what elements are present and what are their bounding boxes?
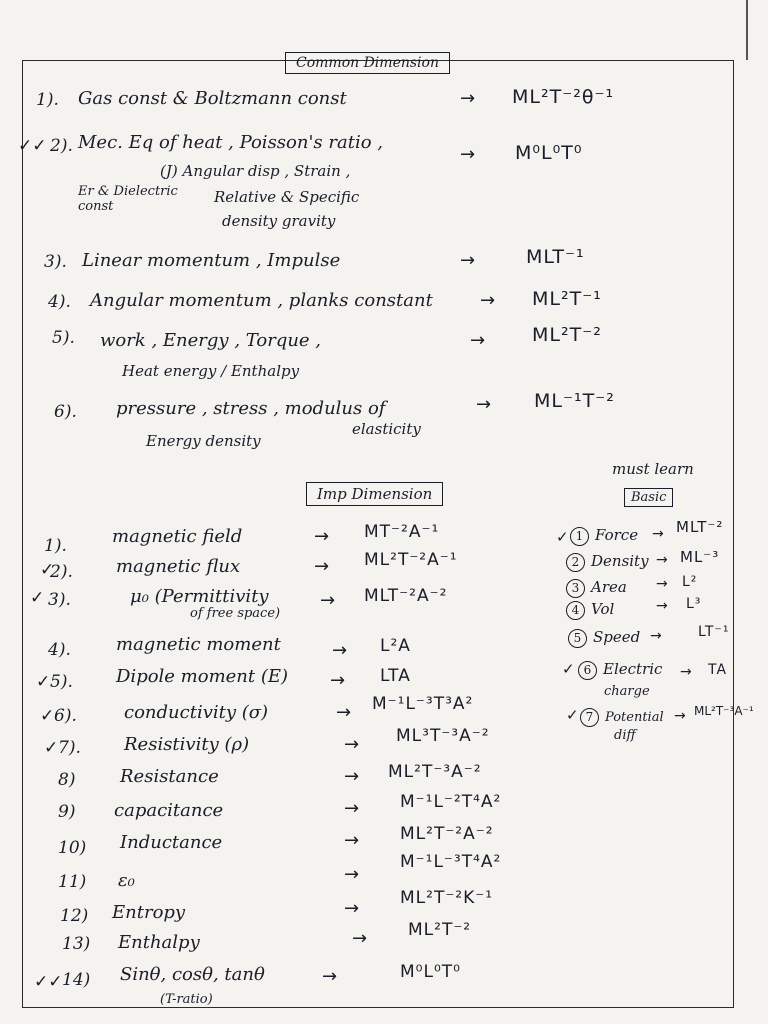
item-number: 2). bbox=[50, 136, 73, 156]
basic-item-value: TA bbox=[708, 662, 728, 678]
dimension-value: MLT⁻²A⁻² bbox=[364, 586, 448, 606]
basic-item-text: Speed bbox=[593, 628, 641, 646]
arrow-icon: → bbox=[336, 702, 352, 723]
arrow-icon: → bbox=[344, 830, 360, 851]
dimension-value: MLT⁻¹ bbox=[526, 246, 585, 268]
item-label: Enthalpy bbox=[118, 932, 200, 953]
basic-item-number: 1 bbox=[570, 527, 589, 546]
item-sublabel: Er & Dielectric const bbox=[78, 184, 178, 214]
item-label: work , Energy , Torque , bbox=[100, 330, 322, 351]
dimension-value: ML²T⁻²θ⁻¹ bbox=[512, 86, 615, 108]
item-number: 2). bbox=[50, 562, 73, 582]
checkmark-icon: ✓✓ bbox=[18, 136, 47, 156]
arrow-icon: → bbox=[652, 526, 664, 542]
basic-item-label bbox=[580, 708, 664, 727]
item-label: Resistivity (ρ) bbox=[124, 734, 250, 755]
item-label: Entropy bbox=[112, 902, 186, 923]
basic-item-label bbox=[566, 600, 614, 620]
checkmark-icon: ✓ bbox=[566, 706, 579, 724]
basic-item-value: ML⁻³ bbox=[680, 548, 720, 566]
dimension-value: ML²T⁻² bbox=[532, 324, 602, 346]
basic-item-text: Potential bbox=[605, 710, 664, 725]
basic-item-label bbox=[566, 552, 649, 572]
item-number: 14) bbox=[62, 970, 91, 990]
item-number: 5). bbox=[52, 328, 75, 348]
dimension-value: LTA bbox=[380, 666, 411, 686]
checkmark-icon: ✓ bbox=[40, 560, 55, 580]
checkmark-icon: ✓ bbox=[562, 660, 575, 678]
item-sublabel: (J) Angular disp , Strain , bbox=[160, 162, 351, 180]
arrow-icon: → bbox=[650, 628, 662, 644]
dimension-value: ML⁻¹T⁻² bbox=[534, 390, 615, 412]
arrow-icon: → bbox=[656, 576, 668, 592]
dimension-value: M⁻¹L⁻²T⁴A² bbox=[400, 792, 502, 812]
item-label: Resistance bbox=[120, 766, 219, 787]
arrow-icon: → bbox=[680, 664, 692, 680]
dimension-value: L²A bbox=[380, 636, 411, 656]
arrow-icon: → bbox=[674, 708, 686, 724]
item-label: magnetic flux bbox=[116, 556, 241, 577]
arrow-icon: → bbox=[314, 556, 330, 577]
item-label: Mec. Eq of heat , Poisson's ratio , bbox=[78, 132, 383, 153]
basic-item-number: 3 bbox=[566, 579, 585, 598]
item-label: Dipole moment (E) bbox=[116, 666, 289, 687]
arrow-icon: → bbox=[460, 144, 476, 165]
basic-item-number: 7 bbox=[580, 708, 599, 727]
item-number: 3). bbox=[48, 590, 71, 610]
item-sublabel: of free space) bbox=[190, 606, 281, 621]
dimension-value: ML²T⁻¹ bbox=[532, 288, 602, 310]
arrow-icon: → bbox=[344, 864, 360, 885]
dimension-value: M⁰L⁰T⁰ bbox=[515, 142, 583, 164]
basic-item-value: L² bbox=[682, 574, 698, 590]
checkmark-icon: ✓ bbox=[30, 588, 45, 608]
arrow-icon: → bbox=[344, 798, 360, 819]
basic-item-value: L³ bbox=[686, 596, 702, 612]
basic-title: Basic bbox=[624, 488, 673, 507]
item-label: ε₀ bbox=[118, 870, 135, 891]
arrow-icon: → bbox=[480, 290, 496, 311]
item-number: 5). bbox=[50, 672, 73, 692]
basic-item-text: Density bbox=[591, 552, 649, 570]
arrow-icon: → bbox=[344, 766, 360, 787]
item-label: Inductance bbox=[120, 832, 223, 853]
checkmark-icon: ✓✓ bbox=[34, 972, 63, 992]
dimension-value: MT⁻²A⁻¹ bbox=[364, 522, 440, 542]
item-label: conductivity (σ) bbox=[124, 702, 269, 723]
dimension-value: ML²T⁻² bbox=[408, 920, 472, 940]
arrow-icon: → bbox=[322, 966, 338, 987]
item-number: 4). bbox=[48, 640, 71, 660]
item-number: 7). bbox=[58, 738, 81, 758]
item-number: 12) bbox=[60, 906, 89, 926]
basic-item-sublabel: diff bbox=[614, 728, 636, 743]
item-number: 10) bbox=[58, 838, 87, 858]
basic-item-label bbox=[578, 660, 662, 680]
item-number: 8) bbox=[58, 770, 76, 790]
item-label: pressure , stress , modulus of bbox=[116, 398, 386, 419]
right-edge-line bbox=[746, 0, 748, 60]
item-number: 11) bbox=[58, 872, 87, 892]
dimension-value: M⁻¹L⁻³T³A² bbox=[372, 694, 474, 714]
basic-item-value: ML²T⁻³A⁻¹ bbox=[694, 704, 754, 718]
arrow-icon: → bbox=[656, 598, 668, 614]
arrow-icon: → bbox=[344, 898, 360, 919]
arrow-icon: → bbox=[330, 670, 346, 691]
item-number: 1). bbox=[36, 90, 59, 110]
basic-item-number: 5 bbox=[568, 629, 587, 648]
arrow-icon: → bbox=[344, 734, 360, 755]
page-title: Common Dimension bbox=[285, 52, 450, 74]
item-label: magnetic moment bbox=[116, 634, 281, 655]
item-number: 9) bbox=[58, 802, 76, 822]
dimension-value: ML²T⁻²A⁻¹ bbox=[364, 550, 458, 570]
item-number: 6). bbox=[54, 402, 77, 422]
dimension-value: M⁰L⁰T⁰ bbox=[400, 962, 461, 982]
checkmark-icon: ✓ bbox=[36, 672, 51, 692]
item-sublabel: elasticity bbox=[352, 420, 421, 438]
item-sublabel: density gravity bbox=[222, 212, 336, 230]
item-label: capacitance bbox=[114, 800, 224, 821]
arrow-icon: → bbox=[314, 526, 330, 547]
dimension-value: ML³T⁻³A⁻² bbox=[396, 726, 490, 746]
arrow-icon: → bbox=[470, 330, 486, 351]
dimension-value: ML²T⁻²K⁻¹ bbox=[400, 888, 494, 908]
checkmark-icon: ✓ bbox=[556, 528, 569, 546]
item-label: magnetic field bbox=[112, 526, 243, 547]
basic-item-text: Area bbox=[591, 578, 627, 596]
item-label: Linear momentum , Impulse bbox=[82, 250, 341, 271]
basic-item-text: Force bbox=[595, 526, 639, 544]
basic-item-text: Electric bbox=[603, 660, 663, 678]
basic-item-number: 2 bbox=[566, 553, 585, 572]
basic-item-value: MLT⁻² bbox=[676, 518, 724, 536]
imp-dimension-title: Imp Dimension bbox=[306, 482, 443, 506]
arrow-icon: → bbox=[320, 590, 336, 611]
item-number: 6). bbox=[54, 706, 77, 726]
basic-item-label bbox=[570, 526, 638, 546]
dimension-value: M⁻¹L⁻³T⁴A² bbox=[400, 852, 502, 872]
basic-item-number: 4 bbox=[566, 601, 585, 620]
arrow-icon: → bbox=[460, 250, 476, 271]
basic-item-text: Vol bbox=[591, 600, 615, 618]
item-label: Angular momentum , planks constant bbox=[90, 290, 433, 311]
arrow-icon: → bbox=[476, 394, 492, 415]
item-sublabel: Energy density bbox=[146, 432, 261, 450]
arrow-icon: → bbox=[656, 552, 668, 568]
basic-item-label bbox=[566, 578, 627, 598]
dimension-value: ML²T⁻²A⁻² bbox=[400, 824, 494, 844]
item-number: 3). bbox=[44, 252, 67, 272]
item-sublabel: Relative & Specific bbox=[214, 188, 360, 206]
item-sublabel: Heat energy / Enthalpy bbox=[122, 362, 300, 380]
item-label: μ₀ (Permittivity bbox=[130, 586, 269, 607]
dimension-value: ML²T⁻³A⁻² bbox=[388, 762, 482, 782]
checkmark-icon: ✓ bbox=[40, 706, 55, 726]
item-label: Sinθ, cosθ, tanθ bbox=[120, 964, 265, 985]
arrow-icon: → bbox=[332, 640, 348, 661]
basic-item-sublabel: charge bbox=[604, 684, 650, 699]
arrow-icon: → bbox=[352, 928, 368, 949]
item-sublabel: (T-ratio) bbox=[160, 992, 213, 1007]
item-number: 4). bbox=[48, 292, 71, 312]
item-label: Gas const & Boltzmann const bbox=[78, 88, 347, 109]
basic-item-label bbox=[568, 628, 640, 648]
item-number: 13) bbox=[62, 934, 91, 954]
basic-item-number: 6 bbox=[578, 661, 597, 680]
must-learn-note: must learn bbox=[612, 460, 694, 478]
arrow-icon: → bbox=[460, 88, 476, 109]
checkmark-icon: ✓ bbox=[44, 738, 59, 758]
basic-item-value: LT⁻¹ bbox=[698, 624, 730, 640]
item-number: 1). bbox=[44, 536, 67, 556]
